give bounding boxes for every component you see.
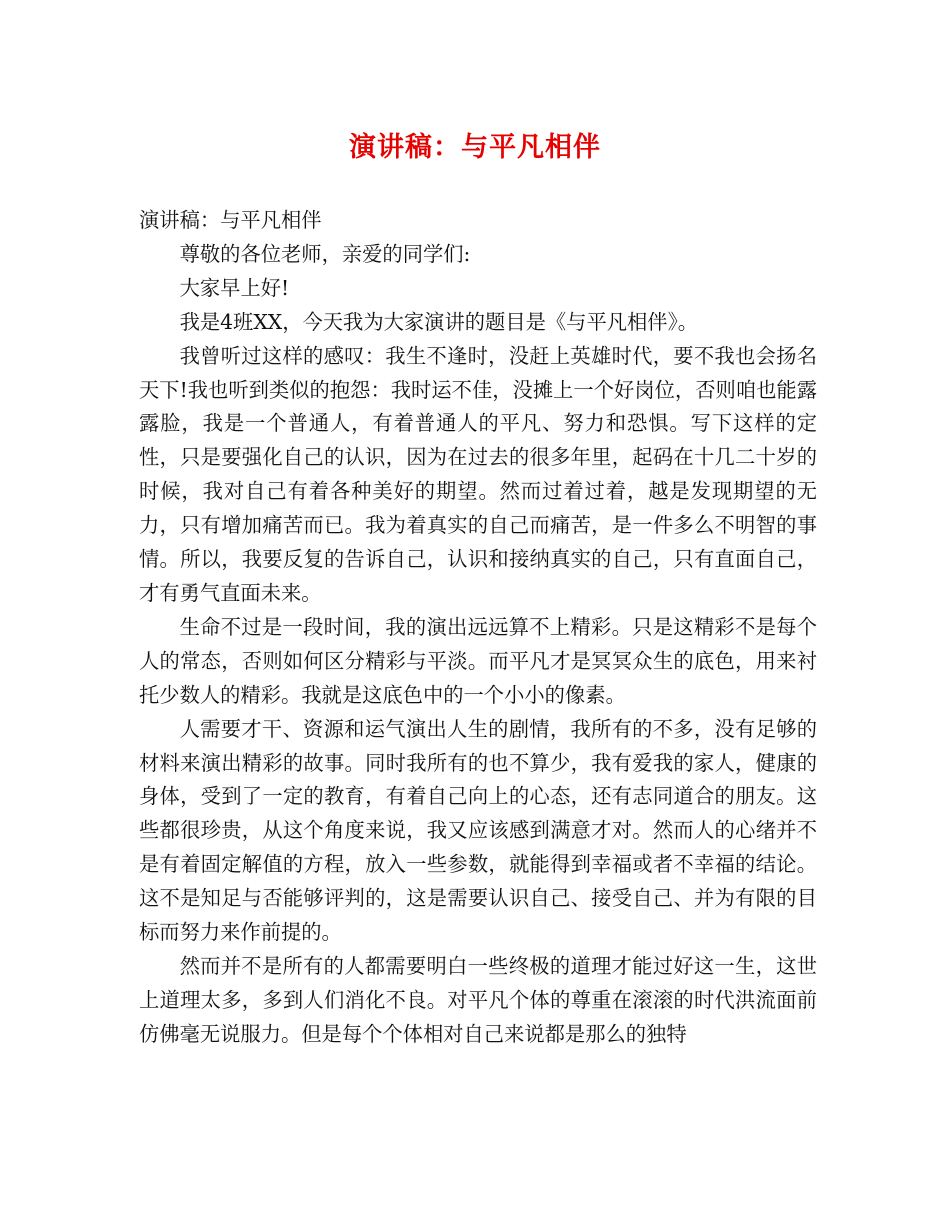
paragraph-body-1: 我曾听过这样的感叹：我生不逢时，没赶上英雄时代，要不我也会扬名天下!我也听到类似的抱怨：我时运不佳，没摊上一个好岗位，否则咱也能露露脸，我是一个普通人，有着普通人的平凡、努力和恐惧。写下这样的定性，只是要强化自己的认识，因为在过去的很多年里，起码在十几二十岁的时候，我对自己有着各种美好的期望。然而过着过着，越是发现期望的无力，只有增加痛苦而已。我为着真实的自己而痛苦，是一件多么不明智的事情。所以，我要反复的告诉自己，认识和接纳真实的自己，只有直面自己，才有勇气直面未来。: [139, 343, 817, 605]
paragraph-good-morning: 大家早上好!: [179, 275, 290, 300]
paragraph-introduction: 我是4班XX，今天我为大家演讲的题目是《与平凡相伴》。: [179, 309, 698, 334]
paragraph-body-3: 人需要才干、资源和运气演出人生的剧情，我所有的不多，没有足够的材料来演出精彩的故事。同时我所有的也不算少，我有爱我的家人，健康的身体，受到了一定的教育，有着自己向上的心态，还有志同道合的朋友。这些都很珍贵，从这个角度来说，我又应该感到满意才对。然而人的心绪并不是有着固定解值的方程，放入一些参数，就能得到幸福或者不幸福的结论。这不是知足与否能够评判的，这是需要认识自己、接受自己、并为有限的目标而努力来作前提的。: [139, 716, 817, 945]
document-body: [139, 204, 817, 1052]
paragraph-body-4: 然而并不是所有的人都需要明白一些终极的道理才能过好这一生，这世上道理太多，多到人们消化不良。对平凡个体的尊重在滚滚的时代洪流面前仿佛毫无说服力。但是每个个体相对自己来说都是那么的独特: [139, 953, 817, 1046]
paragraph-body-2: 生命不过是一段时间，我的演出远远算不上精彩。只是这精彩不是每个人的常态，否则如何区分精彩与平淡。而平凡才是冥冥众生的底色，用来衬托少数人的精彩。我就是这底色中的一个小小的像素。: [139, 614, 817, 707]
document-title: 演讲稿：与平凡相伴: [349, 132, 601, 163]
paragraph-greeting: 尊敬的各位老师，亲爱的同学们:: [179, 241, 471, 266]
body-heading-line: 演讲稿：与平凡相伴: [139, 208, 322, 232]
